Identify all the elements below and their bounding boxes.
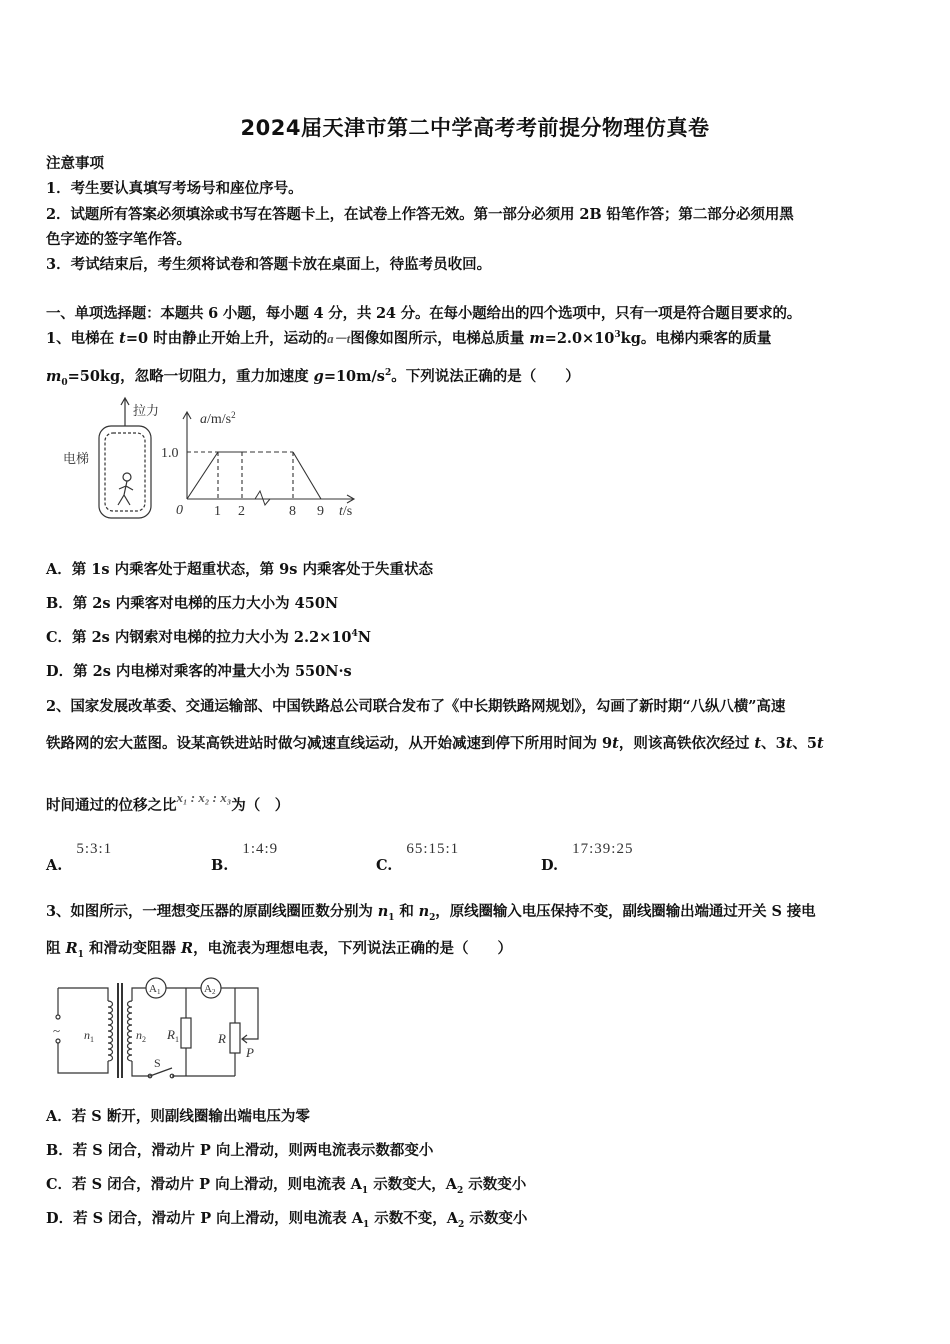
q1-option-a: A．第 1s 内乘客处于超重状态，第 9s 内乘客处于失重状态	[46, 561, 433, 578]
q1-option-c: C．第 2s 内钢索对电梯的拉力大小为 $2.2\times 10^4N$	[46, 629, 372, 646]
pull-force-label: 拉力	[133, 403, 160, 418]
q3-stem-line2: 阻 $R_1$ 和滑动变阻器 R，电流表为理想电表，下列说法正确的是（ ）	[46, 940, 513, 960]
ammeter-a2-label: A2	[204, 983, 216, 996]
q3-stem-line1: 3、如图所示，一理想变压器的原副线圈匝数分别为 $n_1$ 和 $n_2$，原线圈输入电压保持不变，副线圈输出端通过开关 S 接电	[46, 903, 816, 923]
x-axis-label: t/s	[339, 504, 353, 519]
x-tick-label: 1	[214, 504, 221, 519]
q1-stem-line2: $m_0=50kg$，忽略一切阻力，重力加速度 $g=10m/s^2$。下列说法正确的是（ ）	[46, 368, 580, 388]
notice-heading: 注意事项	[46, 155, 104, 172]
y-tick-label: 1.0	[161, 446, 179, 461]
transformer-circuit-figure	[50, 973, 280, 1083]
switch-s-label: S	[154, 1056, 161, 1070]
notice-item: 1．考生要认真填写考场号和座位序号。	[46, 180, 303, 197]
elevator-at-figure	[55, 393, 375, 528]
ammeter-a1-label: A1	[149, 983, 161, 996]
y-axis-label: $a/m/s^2$	[200, 410, 236, 427]
x-tick-label: 8	[289, 504, 296, 519]
notice-item: 3．考试结束后，考生须将试卷和答题卡放在桌面上，待监考员收回。	[46, 256, 492, 273]
x-tick-label: 2	[238, 504, 245, 519]
q2-option-d: D.17:39:25	[541, 841, 634, 874]
resistor-r1-label: $R_1$	[167, 1027, 179, 1044]
q3-option-d: D．若 S 闭合，滑动片 P 向上滑动，则电流表 $A_1$ 示数不变，$A_2$ 示数变小	[46, 1210, 528, 1230]
page-title: 2024届天津市第二中学高考考前提分物理仿真卷	[240, 116, 710, 140]
primary-turns-label: $n_1$	[84, 1028, 94, 1044]
section-heading: 一、单项选择题：本题共 6 小题，每小题 4 分，共 24 分。在每小题给出的四个选项中，只有一项是符合题目要求的。	[46, 305, 802, 322]
elevator-label: 电梯	[63, 451, 90, 466]
q1-option-d: D．第 2s 内电梯对乘客的冲量大小为 550N·s	[46, 663, 352, 680]
secondary-turns-label: $n_2$	[136, 1028, 146, 1044]
origin-label: 0	[176, 503, 183, 518]
x-tick-label: 9	[317, 504, 324, 519]
q3-option-c: C．若 S 闭合，滑动片 P 向上滑动，则电流表 $A_1$ 示数变大，$A_2$ 示数变小	[46, 1176, 527, 1196]
q2-option-a: A.5:3:1	[46, 841, 113, 874]
q2-stem-line1: 2、国家发展改革委、交通运输部、中国铁路总公司联合发布了《中长期铁路网规划》，勾画了新时期“八纵八横”高速	[46, 698, 786, 715]
q1-option-b: B．第 2s 内乘客对电梯的压力大小为 450N	[46, 595, 339, 612]
q3-option-a: A．若 S 断开，则副线圈输出端电压为零	[46, 1108, 310, 1125]
q1-stem-line1: 1、电梯在 t=0 时由静止开始上升，运动的a－t图像如图所示，电梯总质量 $m=2.0\times 10^3kg$。电梯内乘客的质量	[46, 330, 772, 347]
q2-stem-line3: 时间通过的位移之比x₁ : x₂ : x₃为（ ）	[46, 790, 290, 814]
rheostat-r-label: R	[218, 1031, 226, 1046]
q2-option-b: B.1:4:9	[211, 841, 279, 874]
notice-item: 色字迹的签字笔作答。	[46, 231, 191, 248]
ac-source-symbol: ~	[53, 1023, 61, 1038]
slider-p-label: P	[246, 1045, 254, 1060]
q3-option-b: B．若 S 闭合，滑动片 P 向上滑动，则两电流表示数都变小	[46, 1142, 434, 1159]
notice-item: 2．试题所有答案必须填涂或书写在答题卡上，在试卷上作答无效。第一部分必须用 2B 铅笔作答；第二部分必须用黑	[46, 206, 794, 223]
q2-option-c: C.65:15:1	[376, 841, 460, 874]
q2-stem-line2: 铁路网的宏大蓝图。设某高铁进站时做匀减速直线运动，从开始减速到停下所用时间为 9t，则该高铁依次经过 t、3t、5t	[46, 735, 824, 752]
